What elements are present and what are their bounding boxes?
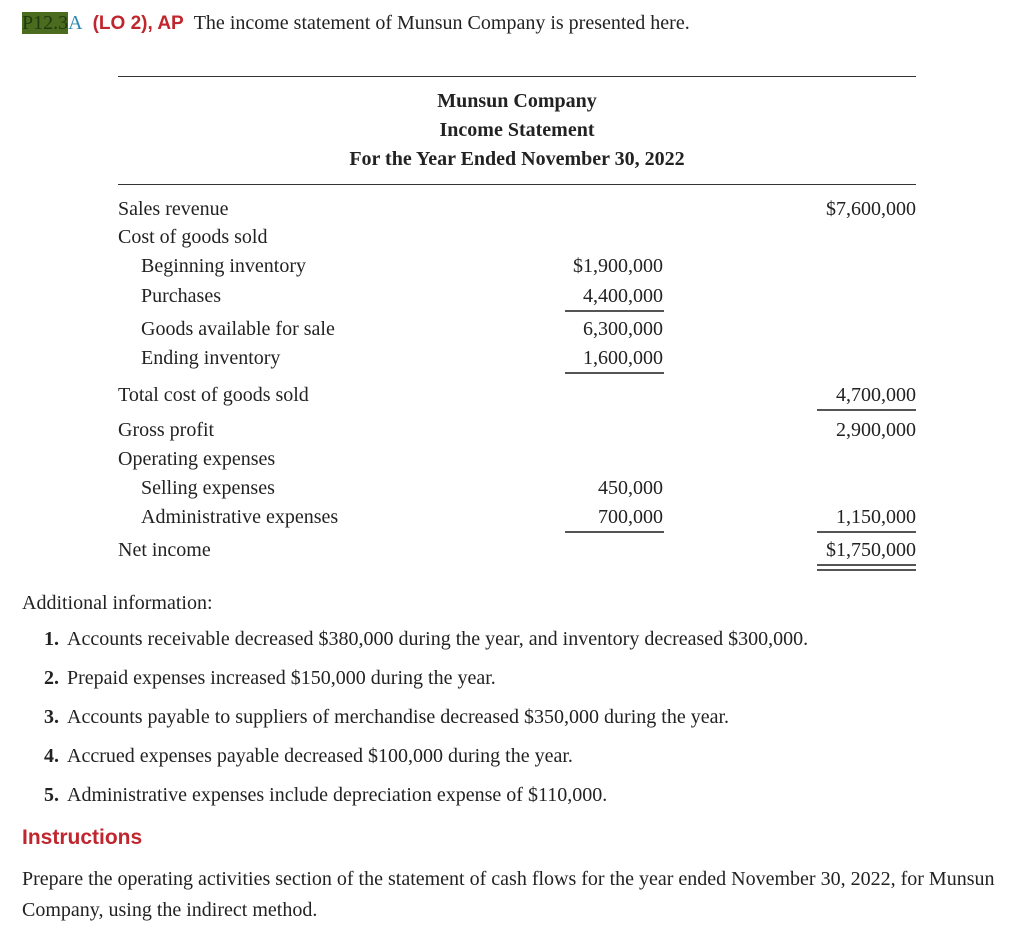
statement-period: For the Year Ended November 30, 2022 <box>349 148 685 170</box>
statement-row <box>0 506 1024 530</box>
row-mid-amount: 1,600,000 <box>583 347 663 369</box>
total-double-underline <box>817 569 916 571</box>
row-label: Purchases <box>141 285 221 307</box>
item-text: Prepaid expenses increased $150,000 during the year. <box>67 667 496 689</box>
statement-row <box>0 419 1024 443</box>
additional-info-item <box>44 784 607 807</box>
row-mid-amount: 700,000 <box>598 506 663 528</box>
row-total-amount: 1,150,000 <box>836 506 916 528</box>
item-number: 4. <box>44 745 59 767</box>
statement-row <box>0 285 1024 309</box>
row-label: Sales revenue <box>118 198 229 220</box>
row-total-amount: $7,600,000 <box>826 198 916 220</box>
item-text: Accounts payable to suppliers of merchandise decreased $350,000 during the year. <box>67 706 730 728</box>
problem-header <box>22 12 690 35</box>
row-label: Total cost of goods sold <box>118 384 309 406</box>
row-mid-amount: $1,900,000 <box>573 255 663 277</box>
row-label: Administrative expenses <box>141 506 339 528</box>
instructions-text: Prepare the operating activities section of the statement of cash flows for the year ended November 30, 2022, for Munsun Company, using the indirect method. <box>22 868 995 921</box>
row-total-amount: 2,900,000 <box>836 419 916 441</box>
additional-info-item <box>44 628 808 651</box>
mid-underline <box>565 372 664 374</box>
additional-info-heading: Additional information: <box>22 592 213 614</box>
row-total-amount: $1,750,000 <box>826 539 916 561</box>
statement-row <box>0 448 1024 472</box>
row-mid-amount: 6,300,000 <box>583 318 663 340</box>
row-label: Gross profit <box>118 419 215 441</box>
item-number: 3. <box>44 706 59 728</box>
row-label: Operating expenses <box>118 448 276 470</box>
statement-row <box>0 477 1024 501</box>
problem-number: P12.3 <box>22 12 69 34</box>
problem-intro: The income statement of Munsun Company is presented here. <box>193 12 690 34</box>
statement-title: Income Statement <box>439 119 595 141</box>
item-text: Accounts receivable decreased $380,000 during the year, and inventory decreased $300,000. <box>67 628 809 650</box>
row-mid-amount: 4,400,000 <box>583 285 663 307</box>
row-mid-amount: 450,000 <box>598 477 663 499</box>
row-label: Goods available for sale <box>141 318 335 340</box>
row-label: Ending inventory <box>141 347 281 369</box>
row-label: Net income <box>118 539 211 561</box>
additional-info-item <box>44 706 729 729</box>
instructions-heading: Instructions <box>22 826 143 849</box>
statement-row <box>0 347 1024 371</box>
item-number: 2. <box>44 667 59 689</box>
statement-row <box>0 384 1024 408</box>
statement-row <box>0 226 1024 250</box>
row-total-amount: 4,700,000 <box>836 384 916 406</box>
item-text: Administrative expenses include depreciation expense of $110,000. <box>67 784 608 806</box>
mid-underline <box>565 531 664 533</box>
item-number: 5. <box>44 784 59 806</box>
statement-row <box>0 255 1024 279</box>
statement-row <box>0 198 1024 222</box>
additional-info-item <box>44 745 573 768</box>
learning-objective: (LO 2), AP <box>92 13 184 34</box>
row-label: Cost of goods sold <box>118 226 268 248</box>
row-label: Beginning inventory <box>141 255 306 277</box>
statement-row <box>0 539 1024 563</box>
header-rule <box>118 184 916 185</box>
total-underline <box>817 531 916 533</box>
total-underline <box>817 409 916 411</box>
row-label: Selling expenses <box>141 477 275 499</box>
item-text: Accrued expenses payable decreased $100,000 during the year. <box>67 745 573 767</box>
statement-row <box>0 318 1024 342</box>
problem-letter: A <box>68 12 83 34</box>
company-name: Munsun Company <box>437 90 597 112</box>
total-underline <box>817 564 916 566</box>
mid-underline <box>565 310 664 312</box>
additional-info-item <box>44 667 496 690</box>
top-rule <box>118 76 916 77</box>
item-number: 1. <box>44 628 59 650</box>
